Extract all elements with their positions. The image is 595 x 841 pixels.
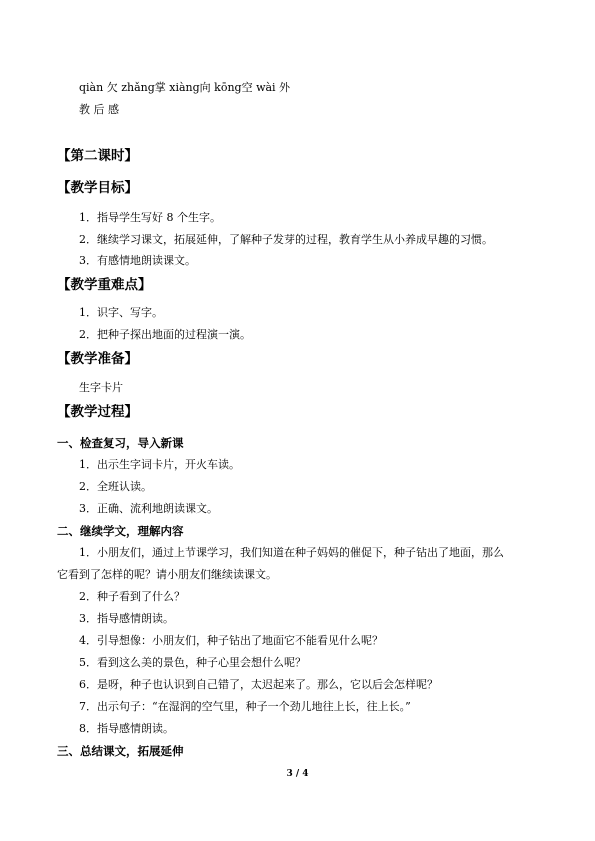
section-2-item: 6．是呀，种子也认识到自己错了，太迟起来了。那么，它以后会怎样呢？ xyxy=(79,678,438,691)
key-points-heading: 【教学重难点】 xyxy=(57,277,152,293)
section-1-item: 1．出示生字词卡片，开火车读。 xyxy=(79,458,240,471)
section-1-item: 2．全班认读。 xyxy=(79,480,152,493)
after-teaching-label: 教 后 感 xyxy=(79,103,119,116)
page-number: 3 / 4 xyxy=(286,769,309,779)
section-2-item: 7．出示句子：“在湿润的空气里，种子一个劲儿地往上长，往上长。” xyxy=(79,700,411,713)
section-1-title: 一、检查复习，导入新课 xyxy=(57,436,184,450)
section-2-item: 5．看到这么美的景色，种子心里会想什么呢？ xyxy=(79,656,306,669)
lesson-title: 【第二课时】 xyxy=(57,148,138,164)
preparation-text: 生字卡片 xyxy=(79,381,123,394)
section-2-item: 3．指导感情朗读。 xyxy=(79,612,174,625)
key-point-item: 1．识字、写字。 xyxy=(79,306,163,319)
key-point-item: 2．把种子探出地面的过程演一演。 xyxy=(79,328,251,341)
section-2-title: 二、继续学文，理解内容 xyxy=(57,524,184,538)
section-1-item: 3．正确、流利地朗读课文。 xyxy=(79,502,218,515)
section-2-item: 4．引导想像：小朋友们，种子钻出了地面它不能看见什么呢？ xyxy=(79,634,383,647)
preparation-heading: 【教学准备】 xyxy=(57,351,138,367)
pinyin-line: qiàn 欠 zhǎng掌 xiàng向 kōng空 wài 外 xyxy=(79,81,291,94)
section-2-item: 2．种子看到了什么？ xyxy=(79,590,185,603)
goal-item: 2．继续学习课文，拓展延伸，了解种子发芽的过程，教育学生从小养成早趣的习惯。 xyxy=(79,233,493,246)
section-2-para-line: 它看到了怎样的呢？请小朋友们继续读课文。 xyxy=(57,568,277,581)
goal-item: 3．有感情地朗读课文。 xyxy=(79,254,196,267)
section-3-title: 三、总结课文，拓展延伸 xyxy=(57,744,184,758)
goal-item: 1．指导学生写好 8 个生字。 xyxy=(79,211,221,224)
process-heading: 【教学过程】 xyxy=(57,404,138,420)
section-2-para-line: 1．小朋友们，通过上节课学习，我们知道在种子妈妈的催促下，种子钻出了地面，那么 xyxy=(79,546,504,559)
goals-heading: 【教学目标】 xyxy=(57,180,138,196)
section-2-item: 8．指导感情朗读。 xyxy=(79,722,174,735)
